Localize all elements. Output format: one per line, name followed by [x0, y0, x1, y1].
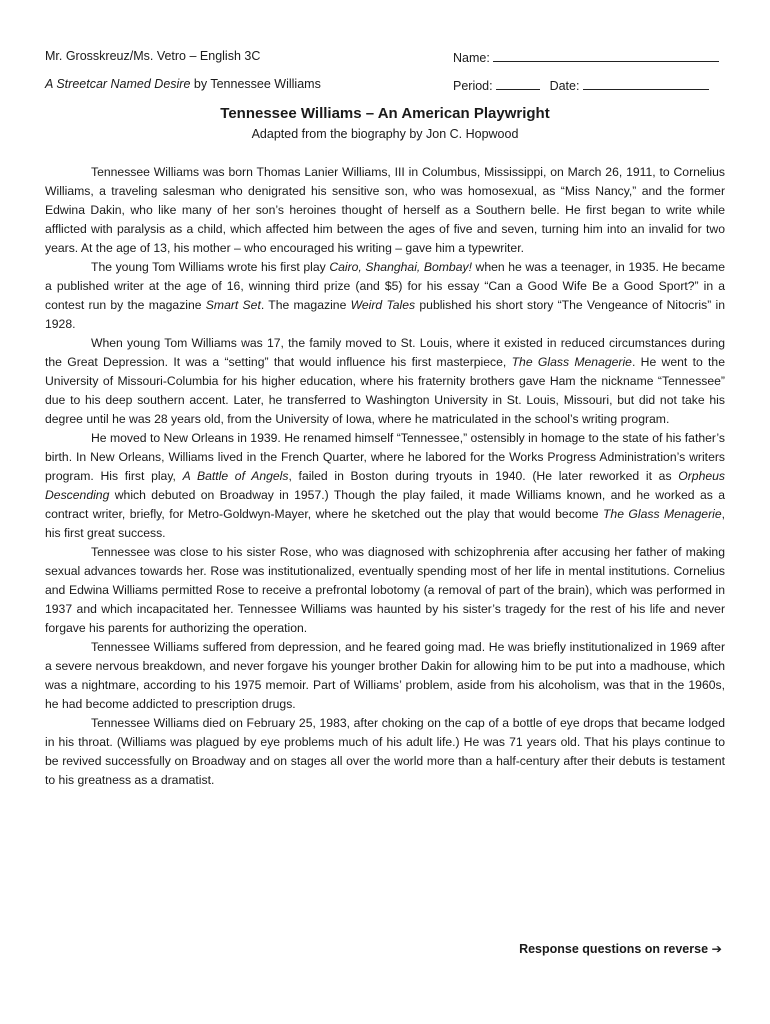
date-blank[interactable]: [583, 77, 709, 90]
name-label: Name:: [453, 51, 490, 65]
period-label: Period:: [453, 79, 493, 93]
period-blank[interactable]: [496, 77, 540, 90]
paragraph-2: The young Tom Williams wrote his first play Cairo, Shanghai, Bombay! when he was a teenager, in 1935. He became a published writer at the age of 16, winning third prize (and $5) for his essay “Can a Good Wife Be a Good Sport?” in a contest run by the magazine Smart Set. The magazine Weird Tales published his short story “The Vengeance of Nitocris” in 1928.: [45, 260, 725, 331]
paragraph-4: He moved to New Orleans in 1939. He renamed himself “Tennessee,” ostensibly in homage to the state of his father’s birth. In New Orleans, Williams lived in the French Quarter, where he labored for the Works Progress Administration’s writers program. His first play, A Battle of Angels, failed in Boston during tryouts in 1940. (He later reworked it as Orpheus Descending which debuted on Broadway in 1957.) Though the play failed, it made Williams known, and he worked as a contract writer, briefly, for Metro-Goldwyn-Mayer, where he sketched out the play that would become The Glass Menagerie, his first great success.: [45, 431, 726, 540]
play-author: by Tennessee Williams: [190, 77, 321, 91]
page-title: Tennessee Williams – An American Playwright: [220, 105, 550, 122]
biography-text: [45, 163, 725, 790]
paragraph-1: Tennessee Williams was born Thomas Lanier Williams, III in Columbus, Mississippi, on March 26, 1911, to Cornelius Williams, a traveling salesman who denigrated his sensitive son, who was homosexual, as “Miss Nancy,” and the former Edwina Dakin, who like many of her son’s heroines thought of herself as a Southern belle. He first began to write while afflicted with paralysis as a child, which affected him between the ages of five and seven, turning him into an invalid for two years. At the age of 13, his mother – who encouraged his writing – gave him a typewriter.: [45, 165, 725, 255]
arrow-right-icon: ➔: [711, 942, 722, 956]
play-info: [45, 77, 321, 91]
period-date-fields: [453, 77, 709, 93]
page-subtitle: Adapted from the biography by Jon C. Hopwood: [251, 127, 519, 141]
paragraph-7: Tennessee Williams died on February 25, 1983, after choking on the cap of a bottle of eye drops that became lodged in his throat. (Williams was plagued by eye problems much of his adult life.) He was 71 years old. That his plays continue to be revived successfully on Broadway and on stages all over the world more than a half-century after their debuts is testament to his greatness as a dramatist.: [45, 716, 725, 787]
date-label: Date:: [549, 79, 580, 93]
play-title: A Streetcar Named Desire: [45, 77, 191, 91]
teacher-course-label: Mr. Grosskreuz/Ms. Vetro – English 3C: [45, 49, 261, 63]
reverse-note-text: Response questions on reverse: [519, 942, 712, 956]
paragraph-5: Tennessee was close to his sister Rose, who was diagnosed with schizophrenia after accusing her father of making sexual advances towards her. Rose was institutionalized, eventually spending most of her life in mental institutions. Cornelius and Edwina Williams permitted Rose to receive a prefrontal lobotomy (a removal of part of the brain), which was performed in 1937 and which incapacitated her. Tennessee Williams was haunted by his sister’s tragedy for the rest of his life and never forgave his parents for authorizing the operation.: [45, 545, 725, 635]
name-blank[interactable]: [493, 49, 719, 62]
paragraph-6: Tennessee Williams suffered from depression, and he feared going mad. He was briefly institutionalized in 1969 after a severe nervous breakdown, and never forgave his younger brother Dakin for allowing him to be put into a madhouse, which was a nightmare, according to his 1975 memoir. Part of Williams’ problem, aside from his alcoholism, was that in the 1960s, he had become addicted to prescription drugs.: [45, 640, 725, 711]
paragraph-3: When young Tom Williams was 17, the family moved to St. Louis, where it existed in reduced circumstances during the Great Depression. It was a “setting” that would influence his first masterpiece, The Glass Menagerie. He went to the University of Missouri-Columbia for his higher education, where his fraternity brothers gave Ham the nickname “Tennessee” due to his deep southern accent. Later, he transferred to Washington University in St. Louis, Missouri, but did not take his degree until he was 28 years old, from the University of Iowa, where he matriculated in the school’s writing program.: [45, 336, 725, 426]
name-field[interactable]: [453, 49, 719, 65]
reverse-note: [519, 941, 722, 956]
